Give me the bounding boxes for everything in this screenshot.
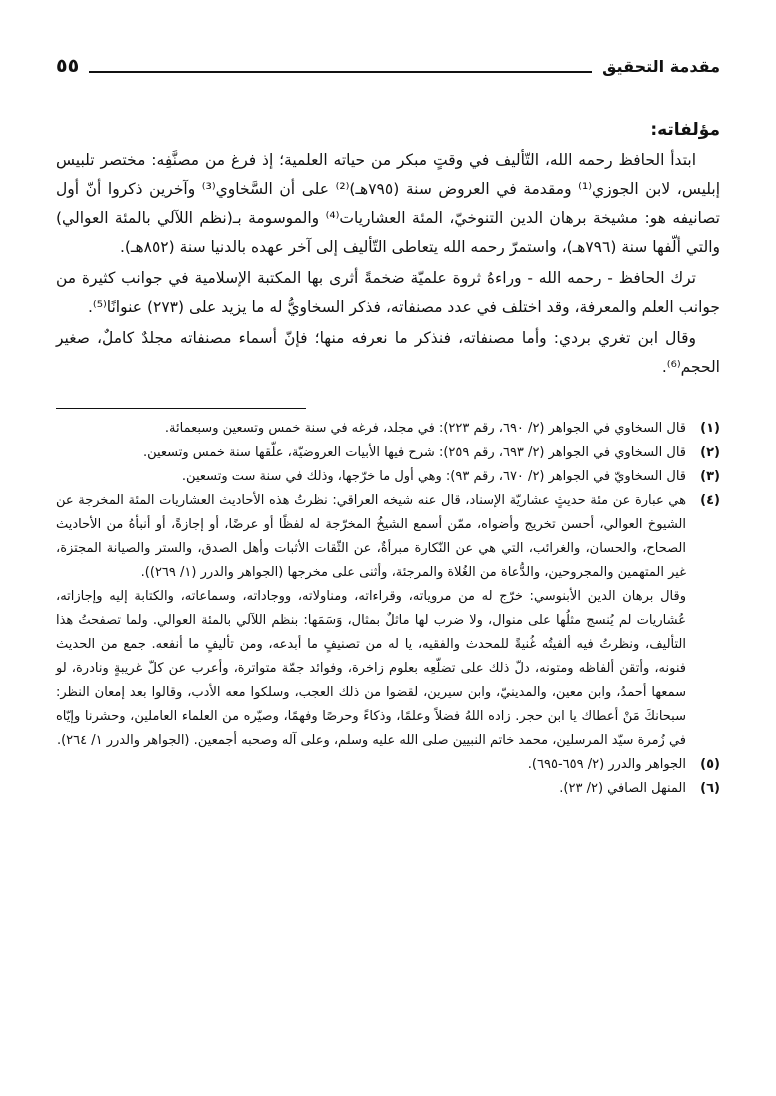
section-heading: مؤلفاته:	[650, 120, 720, 140]
footnote-number: (٦)	[700, 781, 720, 796]
footnote-item	[56, 441, 720, 465]
footnote-text: المنهل الصافي (٢/ ٢٣).	[559, 781, 686, 796]
running-title: مقدمة التحقيق	[602, 56, 720, 76]
footnote-text: هي عبارة عن مئة حديثٍ عشاريّة الإسناد، قال عنه شيخه العراقي: نظرتُ هذه الأحاديث العشاريات المئة المخرجة عن الشيوخ العوالي، أحسن تخريج وأضواه، ممّن أسمع الشيخُ المخرّجة له لفظًا أو عرضًا، أو إجازةً، أو أنبأهُ من الأحاديث الصحاح، والحسان، والغرائب، التي هي عن النّكارة مبرأةٌ، عن الثّقات الأثبات وأهل الصدق، والستر والصيانة المجتزة، غير المتهمين والمجروحين، والدُّعاة من الغُلاة والمرجئة، وأثنى على مخرجها (الجواهر والدرر (١/ ٢٦٩)).	[56, 493, 686, 580]
footnote-text: قال السخاويّ في الجواهر (٢/ ٦٧٠، رقم ٩٣): وهي أول ما خرّجها، وذلك في سنة ست وتسعين.	[181, 469, 686, 484]
header-rule	[89, 71, 592, 73]
footnote-text: قال السخاوي في الجواهر (٢/ ٦٩٣، رقم ٢٥٩): شرح فيها الأبيات العروضيّة، علّقها سنة خمس وتسعين.	[142, 445, 686, 460]
footnotes	[56, 417, 720, 801]
page-number: ٥٥	[56, 55, 80, 77]
footnote-separator	[56, 408, 306, 409]
footnote-number: (٥)	[700, 757, 720, 772]
footnote-item	[56, 777, 720, 801]
footnote-number: (٣)	[700, 469, 720, 484]
paragraph: وقال ابن تغري بردي: وأما مصنفاته، فنذكر ما نعرفه منها؛ فإنّ أسماء مصنفاته مجلدٌ كاملٌ، صغير الحجم⁽⁶⁾.	[56, 329, 720, 376]
paragraph: ابتدأ الحافظ رحمه الله، التّأليف في وقتٍ مبكر من حياته العلمية؛ إذ فرغ من مصنَّفِه: مختصر تلبيس إبليس، لابن الجوزي⁽¹⁾ ومقدمة في العروض سنة (٧٩٥هـ)⁽²⁾ على أن السَّخاوي⁽³⁾ وآخرين ذكروا أنّ أول تصانيفه هو: مشيخة برهان الدين التنوخيّ، المئة العشاريات⁽⁴⁾ والموسومة بـ(نظم اللآلي بالمئة العوالي) والتي ألّفها سنة (٧٩٦هـ)، واستمرّ رحمه الله يتعاطى التّأليف إلى آخر عهده بالدنيا سنة (٨٥٢هـ).	[56, 151, 721, 256]
footnote-text: قال السخاوي في الجواهر (٢/ ٦٩٠، رقم ٢٢٣): في مجلد، فرغه في سنة خمس وتسعين وسبعمائة.	[164, 421, 686, 436]
footnote-item	[56, 753, 720, 777]
main-text	[56, 146, 720, 382]
footnote-number: (٢)	[700, 445, 720, 460]
footnote-text: الجواهر والدرر (٢/ ٦٥٩-٦٩٥).	[527, 757, 686, 772]
footnote-text: وقال برهان الدين الأبنوسي: خرّج له من مروياته، وقراءاته، ومناولاته، ووجاداته، وسماعاته، والكتابة إليه وإجازاته، عُشاريات لم يُنسج مثلُها على منوال، ولا ضرب لها ماثلٌ بمثال، وَسَمَها: بنظم اللآلي بالمئة العوالي. ولما تصفحتُ هذا التأليف، ونظرتُ فيه ألفيتُه غُنيةً للمحدث والفقيه، يا له من تصنيفٍ ما أبدعه، ومن تأليفٍ ما أنفعه. جمع من الحديث فنونه، وأتقن ألفاظه ومتونه، دلّ ذلك على تضلّعِه بعلوم زاخرة، وفوائد جمّة متواترة، وأعرب عن كلّ غريبةٍ ونادرة، لو سمعها أحمدُ، وابن معين، والمدينيّ، وابن سيرين، لقضوا من ذلك العجب، وسلكوا معه الأدب، وقالوا بعد إمعان النظر: سبحانكَ مَنْ أعطاك يا ابن حجر. زاده اللهُ فضلاً وعلمًا، وذكاءً وحرصًا وفهمًا، وصيّره من العلماء العاملين، وحشرنا وإيّاه في زُمرة سيّد المرسلين، محمد خاتم النبيين صلى الله عليه وسلم، وعلى آله وصحبه أجمعين. (الجواهر والدرر ١/ ٢٦٤).	[56, 589, 686, 748]
footnote-item	[56, 489, 720, 753]
footnote-item	[56, 417, 720, 441]
book-page	[56, 48, 720, 1068]
paragraph: ترك الحافظ - رحمه الله - وراءهُ ثروة علميّة ضخمةً أثرى بها المكتبة الإسلامية في جوانب كثيرة من جوانب العلم والمعرفة، وقد اختلف في عدد مصنفاته، فذكر السخاويُّ له ما يزيد على (٢٧٣) عنوانًا⁽⁵⁾.	[56, 269, 720, 316]
running-header	[56, 48, 720, 84]
footnote-number: (١)	[700, 421, 720, 436]
footnote-item	[56, 465, 720, 489]
footnote-number: (٤)	[700, 493, 720, 508]
